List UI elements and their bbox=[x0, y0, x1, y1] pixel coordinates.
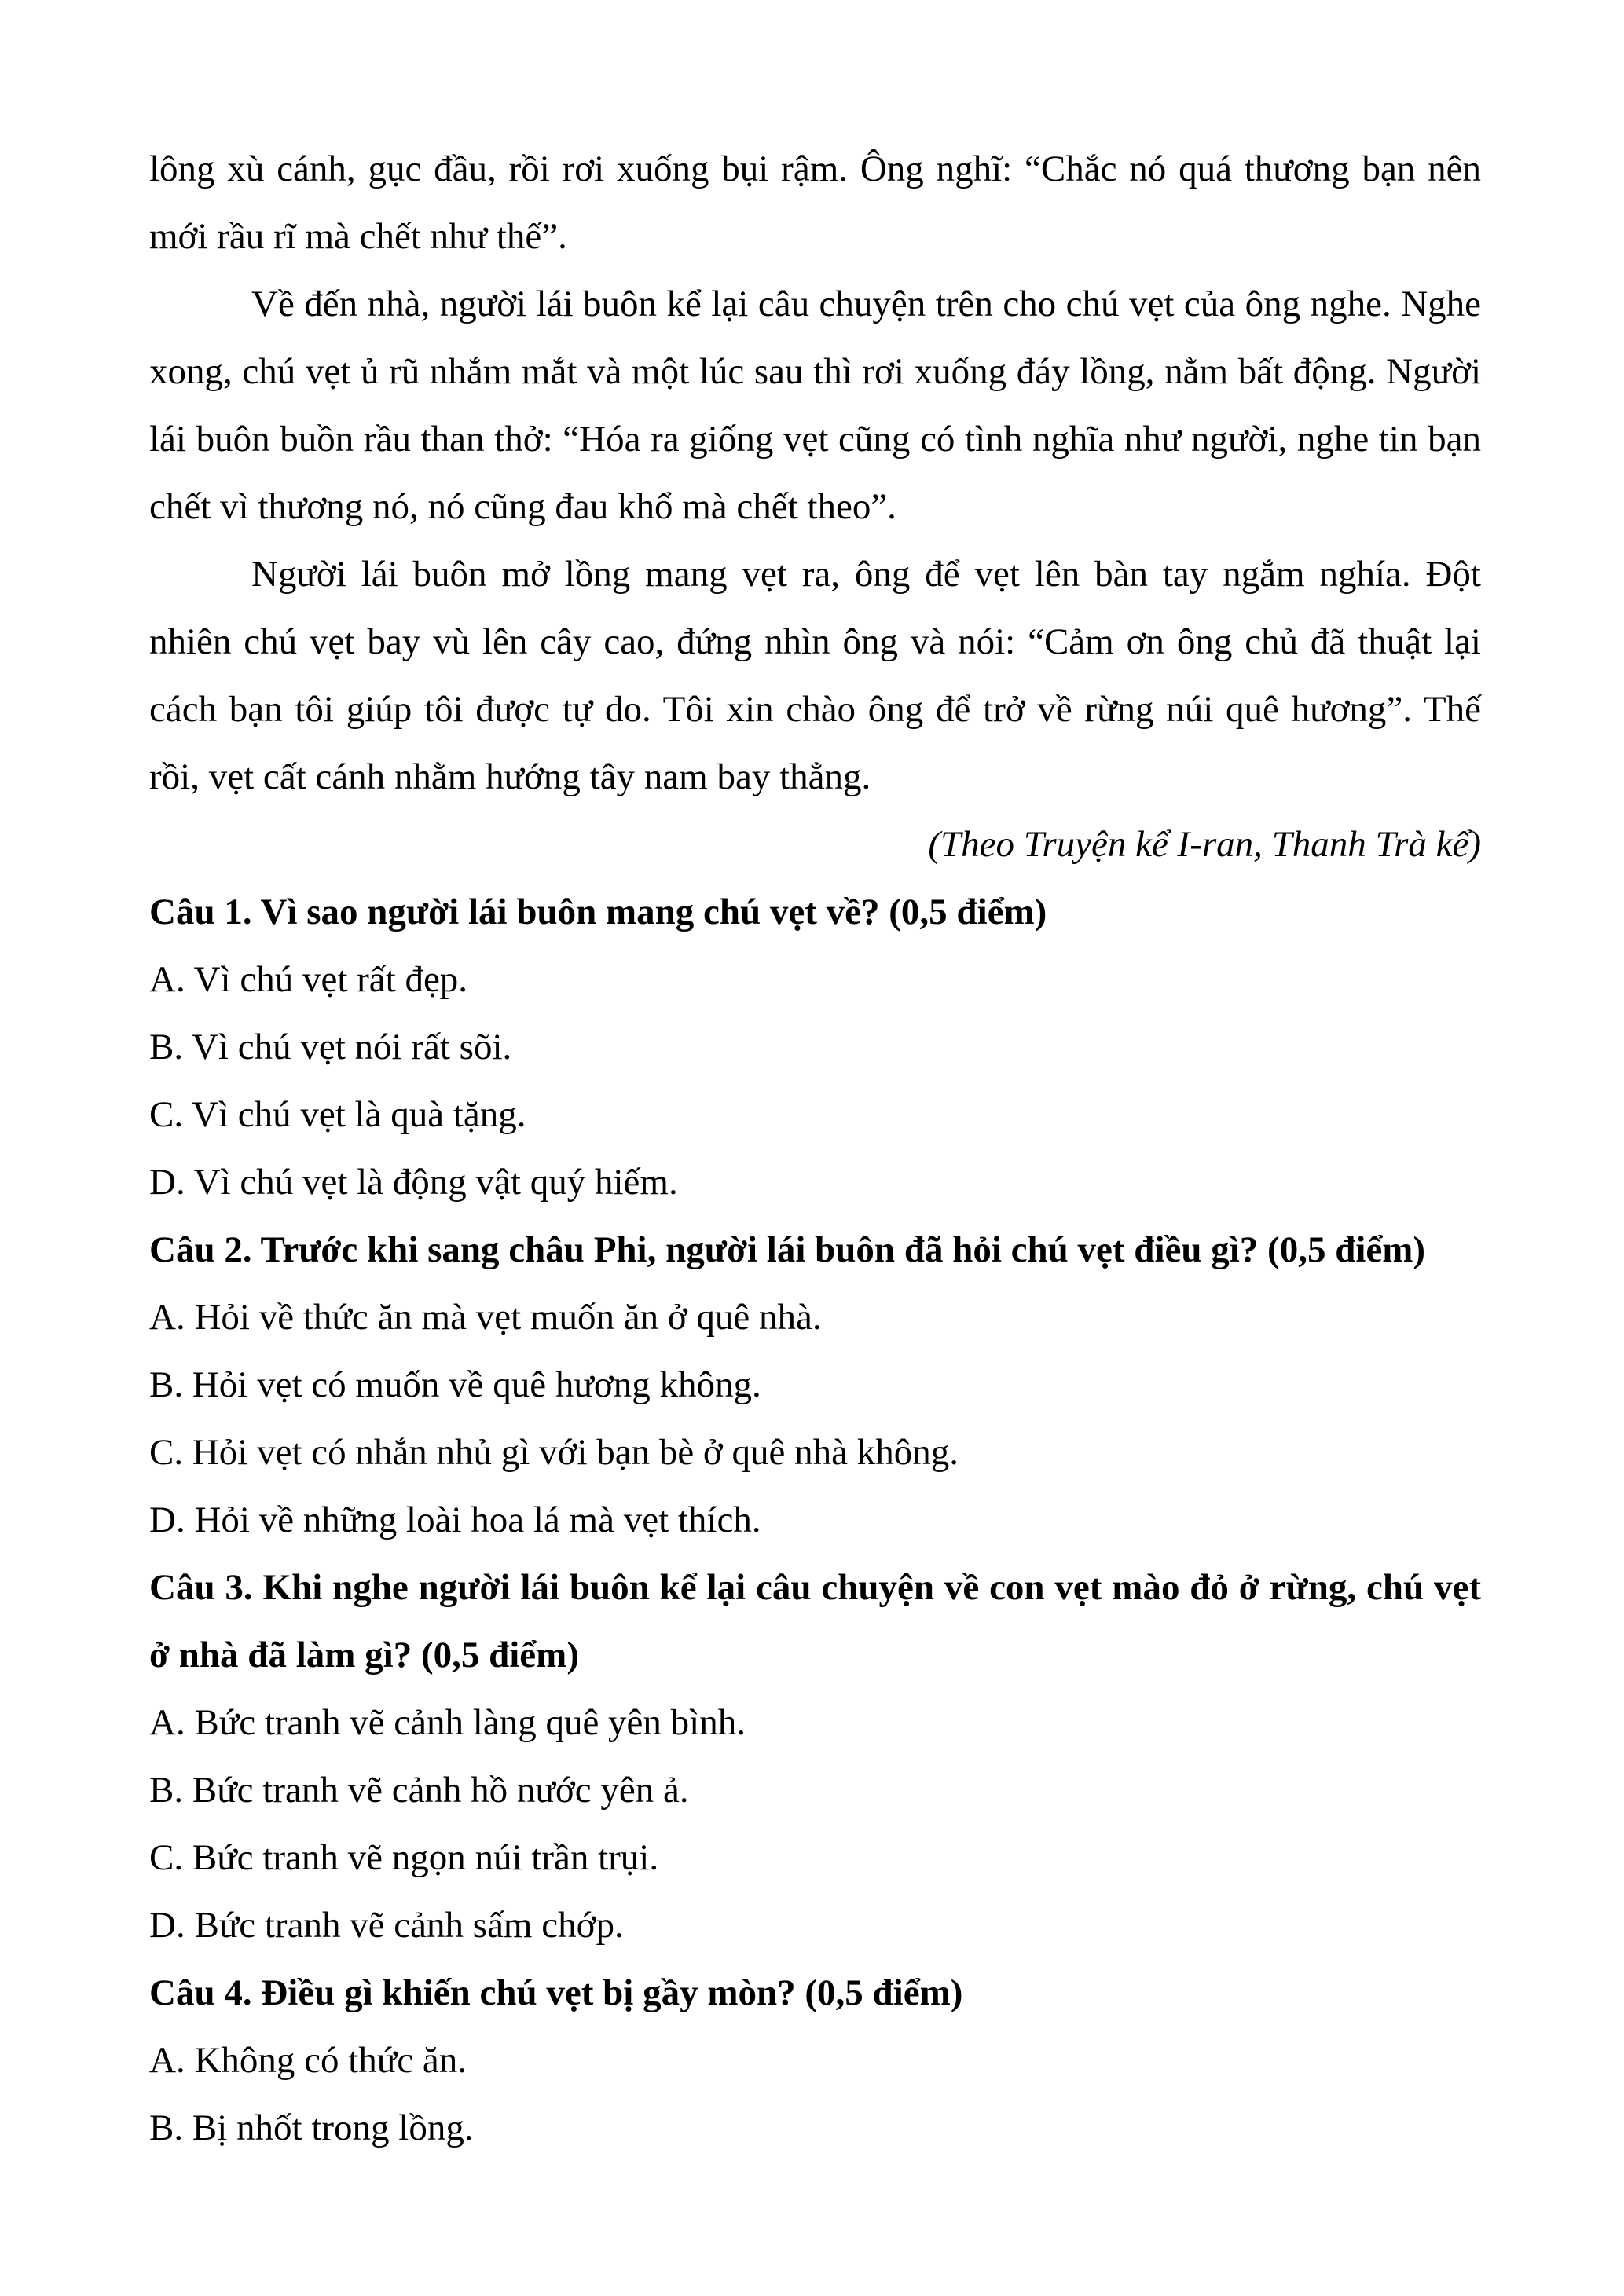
question-4-prompt: Câu 4. Điều gì khiến chú vẹt bị gầy mòn? (0,5 điểm) bbox=[149, 1972, 963, 2013]
question-3-option-d: D. Bức tranh vẽ cảnh sấm chớp. bbox=[149, 1905, 624, 1946]
question-2-option-a: A. Hỏi về thức ăn mà vẹt muốn ăn ở quê nhà. bbox=[149, 1297, 822, 1338]
question-3-option-c: C. Bức tranh vẽ ngọn núi trần trụi. bbox=[149, 1837, 659, 1878]
story-paragraph-1: lông xù cánh, gục đầu, rồi rơi xuống bụi rậm. Ông nghĩ: “Chắc nó quá thương bạn nên mới rầu rĩ mà chết như thế”. bbox=[149, 148, 1481, 257]
question-1-option-c: C. Vì chú vẹt là quà tặng. bbox=[149, 1094, 526, 1135]
question-1-option-a: A. Vì chú vẹt rất đẹp. bbox=[149, 959, 468, 1000]
story-paragraph-2: Về đến nhà, người lái buôn kể lại câu chuyện trên cho chú vẹt của ông nghe. Nghe xong, chú vẹt ủ rũ nhắm mắt và một lúc sau thì rơi xuống đáy lồng, nằm bất động. Người lái buôn buồn rầu than thở: “Hóa ra giống vẹt cũng có tình nghĩa như người, nghe tin bạn chết vì thương nó, nó cũng đau khổ mà chết theo”. bbox=[149, 284, 1481, 527]
question-4-option-a: A. Không có thức ăn. bbox=[149, 2040, 467, 2081]
attribution-line: (Theo Truyện kể I-ran, Thanh Trà kể) bbox=[928, 824, 1481, 865]
question-2-prompt: Câu 2. Trước khi sang châu Phi, người lái buôn đã hỏi chú vẹt điều gì? (0,5 điểm) bbox=[149, 1229, 1426, 1270]
story-paragraph-3: Người lái buôn mở lồng mang vẹt ra, ông để vẹt lên bàn tay ngắm nghía. Đột nhiên chú vẹt bay vù lên cây cao, đứng nhìn ông và nói: “Cảm ơn ông chủ đã thuật lại cách bạn tôi giúp tôi được tự do. Tôi xin chào ông để trở về rừng núi quê hương”. Thế rồi, vẹt cất cánh nhằm hướng tây nam bay thẳng. bbox=[149, 554, 1481, 797]
question-2-option-b: B. Hỏi vẹt có muốn về quê hương không. bbox=[149, 1364, 761, 1405]
question-3-prompt: Câu 3. Khi nghe người lái buôn kể lại câu chuyện về con vẹt mào đỏ ở rừng, chú vẹt ở nhà đã làm gì? (0,5 điểm) bbox=[149, 1567, 1481, 1675]
question-4-option-b: B. Bị nhốt trong lồng. bbox=[149, 2107, 474, 2148]
question-1-option-d: D. Vì chú vẹt là động vật quý hiếm. bbox=[149, 1162, 678, 1203]
question-1-prompt: Câu 1. Vì sao người lái buôn mang chú vẹt về? (0,5 điểm) bbox=[149, 892, 1047, 932]
question-3-option-a: A. Bức tranh vẽ cảnh làng quê yên bình. bbox=[149, 1702, 746, 1743]
question-2-option-c: C. Hỏi vẹt có nhắn nhủ gì với bạn bè ở quê nhà không. bbox=[149, 1432, 959, 1473]
question-3-option-b: B. Bức tranh vẽ cảnh hồ nước yên ả. bbox=[149, 1770, 689, 1811]
question-2-option-d: D. Hỏi về những loài hoa lá mà vẹt thích. bbox=[149, 1500, 761, 1540]
question-1-option-b: B. Vì chú vẹt nói rất sõi. bbox=[149, 1027, 512, 1067]
